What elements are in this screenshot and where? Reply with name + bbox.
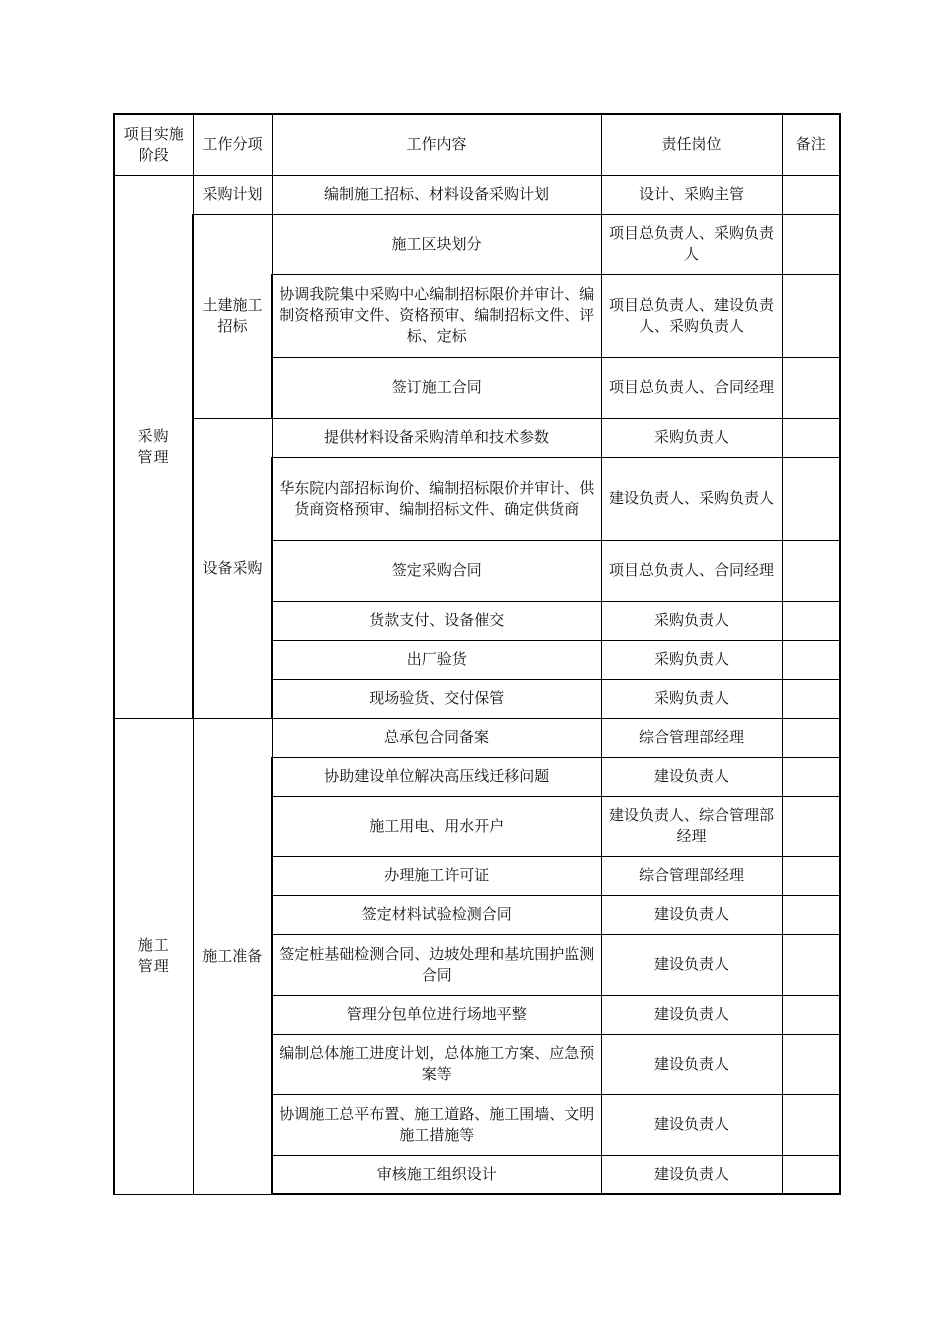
content-cell: 现场验货、交付保管	[272, 679, 601, 718]
content-cell: 施工区块划分	[272, 214, 601, 274]
note-cell	[782, 856, 840, 895]
content-cell: 协调施工总平布置、施工道路、施工围墙、文明施工措施等	[272, 1094, 601, 1155]
role-cell: 建设负责人	[601, 1155, 782, 1194]
note-cell	[782, 418, 840, 457]
table-row	[114, 718, 840, 757]
role-cell: 项目总负责人、合同经理	[601, 540, 782, 601]
note-cell	[782, 796, 840, 856]
note-cell	[782, 934, 840, 995]
note-cell	[782, 995, 840, 1034]
table-row	[114, 175, 840, 214]
content-cell: 签定桩基础检测合同、边坡处理和基坑围护监测合同	[272, 934, 601, 995]
content-cell: 提供材料设备采购清单和技术参数	[272, 418, 601, 457]
subitem-cell: 采购计划	[193, 175, 272, 214]
role-cell: 采购负责人	[601, 679, 782, 718]
note-cell	[782, 540, 840, 601]
responsibility-table	[113, 113, 841, 1195]
content-cell: 签定材料试验检测合同	[272, 895, 601, 934]
header-phase: 项目实施阶段	[114, 114, 193, 175]
role-cell: 建设负责人	[601, 934, 782, 995]
note-cell	[782, 640, 840, 679]
content-cell: 办理施工许可证	[272, 856, 601, 895]
note-cell	[782, 718, 840, 757]
role-cell: 建设负责人、采购负责人	[601, 457, 782, 540]
content-cell: 出厂验货	[272, 640, 601, 679]
header-note: 备注	[782, 114, 840, 175]
phase-cell: 施工管理	[114, 718, 193, 1194]
note-cell	[782, 1034, 840, 1094]
role-cell: 采购负责人	[601, 640, 782, 679]
table-row	[114, 214, 840, 274]
role-cell: 综合管理部经理	[601, 856, 782, 895]
role-cell: 项目总负责人、合同经理	[601, 357, 782, 418]
header-content: 工作内容	[272, 114, 601, 175]
role-cell: 建设负责人	[601, 1094, 782, 1155]
note-cell	[782, 895, 840, 934]
role-cell: 设计、采购主管	[601, 175, 782, 214]
content-cell: 货款支付、设备催交	[272, 601, 601, 640]
header-subitem: 工作分项	[193, 114, 272, 175]
content-cell: 协助建设单位解决高压线迁移问题	[272, 757, 601, 796]
header-row	[114, 114, 840, 175]
content-cell: 施工用电、用水开户	[272, 796, 601, 856]
content-cell: 协调我院集中采购中心编制招标限价并审计、编制资格预审文件、资格预审、编制招标文件、评标、定标	[272, 274, 601, 357]
role-cell: 建设负责人	[601, 995, 782, 1034]
table-row	[114, 418, 840, 457]
role-cell: 采购负责人	[601, 601, 782, 640]
note-cell	[782, 274, 840, 357]
subitem-cell: 设备采购	[193, 418, 272, 718]
role-cell: 建设负责人	[601, 1034, 782, 1094]
content-cell: 签订施工合同	[272, 357, 601, 418]
header-role: 责任岗位	[601, 114, 782, 175]
subitem-cell: 土建施工招标	[193, 214, 272, 418]
note-cell	[782, 679, 840, 718]
note-cell	[782, 601, 840, 640]
role-cell: 采购负责人	[601, 418, 782, 457]
phase-cell: 采购管理	[114, 175, 193, 718]
role-cell: 综合管理部经理	[601, 718, 782, 757]
note-cell	[782, 457, 840, 540]
content-cell: 华东院内部招标询价、编制招标限价并审计、供货商资格预审、编制招标文件、确定供货商	[272, 457, 601, 540]
content-cell: 编制总体施工进度计划，总体施工方案、应急预案等	[272, 1034, 601, 1094]
content-cell: 签定采购合同	[272, 540, 601, 601]
note-cell	[782, 1094, 840, 1155]
note-cell	[782, 214, 840, 274]
note-cell	[782, 357, 840, 418]
content-cell: 审核施工组织设计	[272, 1155, 601, 1194]
role-cell: 建设负责人、综合管理部经理	[601, 796, 782, 856]
role-cell: 建设负责人	[601, 757, 782, 796]
role-cell: 建设负责人	[601, 895, 782, 934]
note-cell	[782, 757, 840, 796]
content-cell: 管理分包单位进行场地平整	[272, 995, 601, 1034]
role-cell: 项目总负责人、采购负责人	[601, 214, 782, 274]
note-cell	[782, 175, 840, 214]
note-cell	[782, 1155, 840, 1194]
subitem-cell: 施工准备	[193, 718, 272, 1194]
role-cell: 项目总负责人、建设负责人、采购负责人	[601, 274, 782, 357]
content-cell: 编制施工招标、材料设备采购计划	[272, 175, 601, 214]
content-cell: 总承包合同备案	[272, 718, 601, 757]
